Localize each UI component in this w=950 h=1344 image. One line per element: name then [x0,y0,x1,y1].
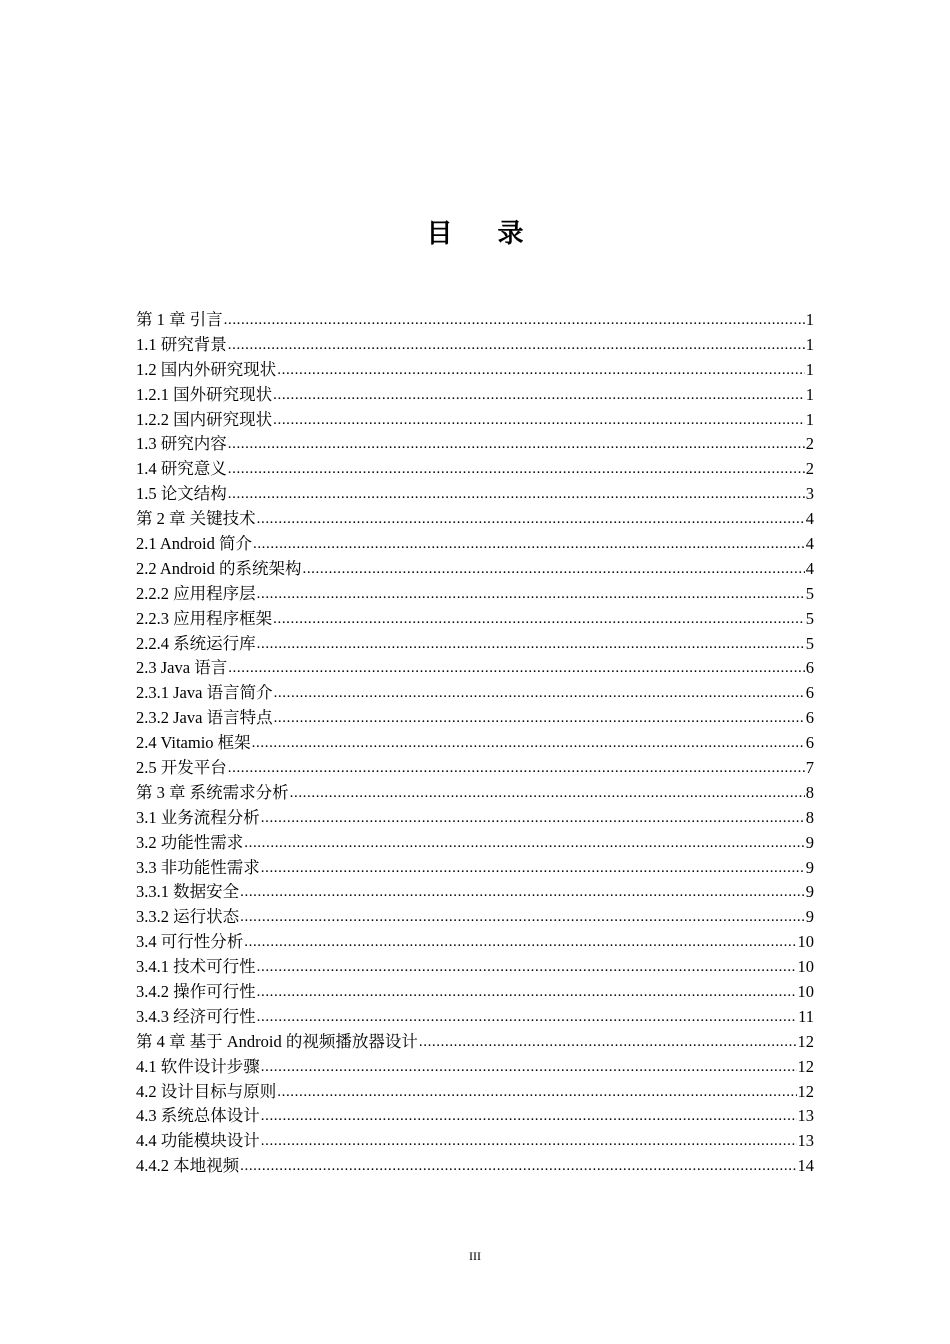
toc-entry[interactable] [136,1105,814,1130]
toc-entry-label: 2.3 Java 语言 [136,658,228,678]
toc-entry-label: 3.3.1 数据安全 [136,882,240,902]
toc-entry-label: 2.2.4 系统运行库 [136,633,256,653]
toc-entry-page-number: 1 [805,334,814,354]
toc-entry[interactable] [136,607,814,632]
toc-entry[interactable] [136,1080,814,1105]
toc-entry[interactable] [136,880,814,905]
toc-entry[interactable] [136,358,814,383]
toc-entry-label: 1.2 国内外研究现状 [136,359,277,379]
toc-entry-page-number: 14 [797,1156,814,1176]
toc-entry-page-number: 6 [805,658,814,678]
toc-entry[interactable] [136,482,814,507]
toc-dot-leader [257,632,805,657]
toc-entry-label: 第 1 章 引言 [136,309,223,329]
toc-entry-page-number: 13 [797,1106,814,1126]
toc-entry[interactable] [136,408,814,433]
toc-dot-leader [274,681,805,706]
toc-entry-label: 4.3 系统总体设计 [136,1106,260,1126]
toc-entry[interactable] [136,432,814,457]
toc-entry-page-number: 5 [805,633,814,653]
toc-entry-label: 3.3 非功能性需求 [136,857,260,877]
toc-entry[interactable] [136,532,814,557]
toc-entry-label: 3.3.2 运行状态 [136,907,240,927]
toc-entry-label: 2.3.1 Java 语言简介 [136,683,273,703]
toc-entry-page-number: 8 [805,782,814,802]
toc-dot-leader [257,955,797,980]
toc-entry[interactable] [136,831,814,856]
toc-dot-leader [228,333,805,358]
toc-entry-label: 2.5 开发平台 [136,758,227,778]
toc-entry[interactable] [136,905,814,930]
toc-entry-label: 第 2 章 关键技术 [136,509,256,529]
toc-entry-page-number: 9 [805,832,814,852]
toc-entry[interactable] [136,656,814,681]
toc-entry-label: 1.4 研究意义 [136,459,227,479]
toc-entry-label: 4.1 软件设计步骤 [136,1056,260,1076]
toc-entry-label: 3.4 可行性分析 [136,932,244,952]
toc-entry[interactable] [136,1129,814,1154]
toc-entry-page-number: 8 [805,807,814,827]
toc-entry-label: 4.2 设计目标与原则 [136,1081,277,1101]
toc-dot-leader [261,1055,797,1080]
toc-entry-page-number: 9 [805,882,814,902]
toc-entry-page-number: 1 [805,359,814,379]
toc-dot-leader [257,507,805,532]
toc-dot-leader [244,930,796,955]
toc-dot-leader [302,557,804,582]
toc-entry-page-number: 4 [805,534,814,553]
toc-entry-page-number: 3 [805,484,814,504]
toc-dot-leader [274,706,805,731]
toc-dot-leader [261,1129,797,1154]
toc-entry-label: 4.4 功能模块设计 [136,1131,260,1151]
toc-entry[interactable] [136,457,814,482]
toc-entry[interactable] [136,930,814,955]
toc-dot-leader [228,482,805,507]
toc-entry-label: 2.1 Android 简介 [136,534,252,553]
toc-dot-leader [257,980,797,1005]
toc-entry-page-number: 10 [797,982,814,1002]
toc-title: 目 录 [426,219,542,249]
toc-dot-leader [419,1030,797,1055]
toc-entry-page-number: 13 [797,1131,814,1151]
toc-entry[interactable] [136,681,814,706]
toc-dot-leader [228,457,805,482]
toc-entry[interactable] [136,955,814,980]
toc-entry-label: 2.2.3 应用程序框架 [136,608,273,628]
toc-dot-leader [290,781,805,806]
toc-entry[interactable] [136,308,814,333]
toc-dot-leader [224,308,805,333]
toc-entry-page-number: 10 [797,932,814,952]
table-of-contents [136,308,814,1179]
toc-entry-label: 3.4.1 技术可行性 [136,957,256,977]
toc-dot-leader [228,432,805,457]
toc-dot-leader [257,1005,797,1030]
toc-entry-page-number: 12 [797,1031,814,1051]
toc-entry[interactable] [136,507,814,532]
toc-entry-label: 1.2.2 国内研究现状 [136,409,273,429]
toc-entry-page-number: 10 [797,957,814,977]
toc-entry-label: 第 3 章 系统需求分析 [136,782,289,802]
toc-entry-page-number: 2 [805,434,814,454]
toc-dot-leader [252,731,805,756]
toc-entry-page-number: 2 [805,459,814,479]
toc-entry-page-number: 6 [805,708,814,728]
toc-entry-page-number: 11 [798,1006,814,1026]
toc-entry-label: 2.2 Android 的系统架构 [136,558,302,578]
toc-entry-label: 第 4 章 基于 Android 的视频播放器设计 [136,1031,418,1051]
toc-dot-leader [240,880,805,905]
toc-dot-leader [253,532,805,557]
toc-entry-page-number: 5 [805,583,814,603]
toc-entry[interactable] [136,1055,814,1080]
toc-entry[interactable] [136,756,814,781]
toc-dot-leader [228,756,805,781]
toc-dot-leader [261,856,805,881]
toc-entry-page-number: 12 [797,1056,814,1076]
toc-entry[interactable] [136,1030,814,1055]
toc-entry-page-number: 6 [805,683,814,703]
toc-entry-page-number: 5 [805,608,814,628]
page-number: III [469,1249,481,1263]
toc-entry-page-number: 9 [805,857,814,877]
toc-entry[interactable] [136,1005,814,1030]
toc-entry[interactable] [136,333,814,358]
toc-entry[interactable] [136,980,814,1005]
toc-entry-label: 2.3.2 Java 语言特点 [136,708,273,728]
toc-entry[interactable] [136,582,814,607]
toc-dot-leader [244,831,805,856]
toc-entry[interactable] [136,731,814,756]
toc-entry-page-number: 9 [805,907,814,927]
toc-dot-leader [277,1080,796,1105]
toc-dot-leader [261,806,805,831]
toc-entry-page-number: 12 [797,1081,814,1101]
toc-entry-label: 3.2 功能性需求 [136,832,244,852]
toc-entry-page-number: 1 [805,384,814,404]
toc-entry[interactable] [136,1154,814,1179]
toc-entry-label: 1.2.1 国外研究现状 [136,384,273,404]
toc-entry-page-number: 4 [805,558,814,578]
toc-entry-page-number: 4 [805,509,814,529]
toc-entry[interactable] [136,781,814,806]
toc-dot-leader [273,383,805,408]
toc-entry-label: 1.1 研究背景 [136,334,227,354]
toc-entry-label: 2.4 Vitamio 框架 [136,733,251,753]
toc-entry-page-number: 1 [805,409,814,429]
toc-entry[interactable] [136,557,814,582]
toc-entry[interactable] [136,806,814,831]
toc-entry-label: 3.1 业务流程分析 [136,807,260,827]
toc-dot-leader [228,656,805,681]
toc-entry-label: 1.3 研究内容 [136,434,227,454]
toc-entry[interactable] [136,856,814,881]
toc-entry-label: 4.4.2 本地视频 [136,1156,240,1176]
toc-entry-page-number: 1 [805,309,814,329]
toc-entry-label: 3.4.2 操作可行性 [136,982,256,1002]
toc-entry[interactable] [136,706,814,731]
toc-dot-leader [240,905,805,930]
toc-dot-leader [277,358,805,383]
toc-dot-leader [240,1154,796,1179]
toc-entry-label: 3.4.3 经济可行性 [136,1006,256,1026]
toc-entry-page-number: 7 [805,758,814,778]
toc-entry[interactable] [136,383,814,408]
toc-entry-page-number: 6 [805,733,814,753]
toc-dot-leader [273,607,805,632]
toc-dot-leader [257,582,805,607]
toc-entry-label: 2.2.2 应用程序层 [136,583,256,603]
toc-dot-leader [273,408,805,433]
toc-entry-label: 1.5 论文结构 [136,484,227,504]
toc-entry[interactable] [136,632,814,657]
toc-dot-leader [261,1104,797,1129]
